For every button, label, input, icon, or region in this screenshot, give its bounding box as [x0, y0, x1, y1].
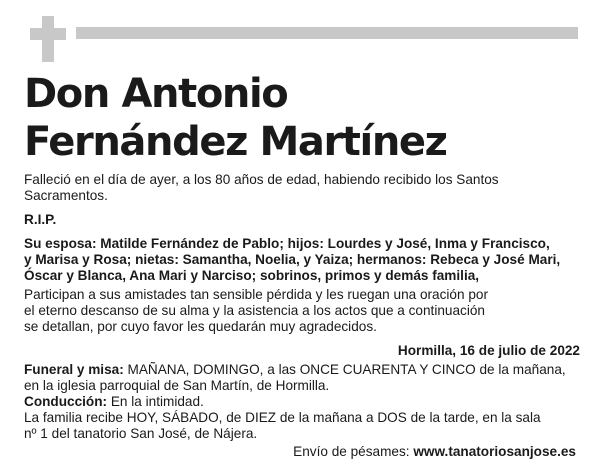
funeral-line2: en la iglesia parroquial de San Martín, de Hormilla. [24, 378, 330, 393]
header-rule [76, 27, 578, 39]
conduction-label: Conducción: [24, 394, 108, 409]
request-line3: se detallan, por cuyo favor les quedarán muy agradecidos. [24, 319, 377, 334]
deceased-name-line1: Don Antonio [24, 71, 288, 117]
deceased-name-line2: Fernández Martínez [24, 119, 447, 165]
obituary-body [24, 172, 580, 442]
funeral-paragraph [24, 362, 580, 394]
funeral-label: Funeral y misa: [24, 362, 124, 377]
intro-line2: Sacramentos. [24, 188, 108, 203]
condolences-label: Envío de pésames: [293, 444, 414, 459]
reception-line2: nº 1 del tanatorio San José, de Nájera. [24, 426, 258, 441]
family-line3: Óscar y Blanca, Ana Mari y Narciso; sobrinos, primos y demás familia, [24, 268, 480, 283]
request-line2: el eterno descanso de su alma y la asistencia a los actos que a continuación [24, 303, 485, 318]
latin-cross-icon [30, 16, 66, 62]
family-line1: Su esposa: Matilde Fernández de Pablo; hijos: Lourdes y José, Inma y Francisco, [24, 236, 550, 251]
deceased-name [24, 70, 584, 166]
funeral-text: MAÑANA, DOMINGO, a las ONCE CUARENTA Y CINCO de la mañana, [123, 362, 566, 377]
reception-paragraph [24, 410, 580, 442]
intro-paragraph [24, 172, 580, 204]
intro-line1: Falleció en el día de ayer, a los 80 años de edad, habiendo recibido los Santos [24, 172, 499, 187]
funeral-line1 [24, 362, 580, 378]
place-date: Hormilla, 16 de julio de 2022 [397, 343, 580, 358]
reception-line1: La familia recibe HOY, SÁBADO, de DIEZ de la mañana a DOS de la tarde, en la sala [24, 410, 541, 425]
family-line2: y Marisa y Rosa; nietas: Samantha, Noelia, y Yaiza; hermanos: Rebeca y José Mari, [24, 252, 561, 267]
request-line1: Participan a sus amistades tan sensible pérdida y les ruegan una oración por [24, 287, 488, 302]
conduction-paragraph [24, 394, 580, 410]
family-paragraph [24, 236, 580, 284]
conduction-line [24, 394, 580, 410]
conduction-text: En la intimidad. [107, 394, 204, 409]
condolences-website-link[interactable]: www.tanatoriosanjose.es [413, 444, 576, 459]
condolences-line [293, 444, 576, 460]
rip-label: R.I.P. [24, 212, 57, 227]
cross-horizontal-bar [30, 28, 66, 40]
request-paragraph [24, 287, 580, 335]
